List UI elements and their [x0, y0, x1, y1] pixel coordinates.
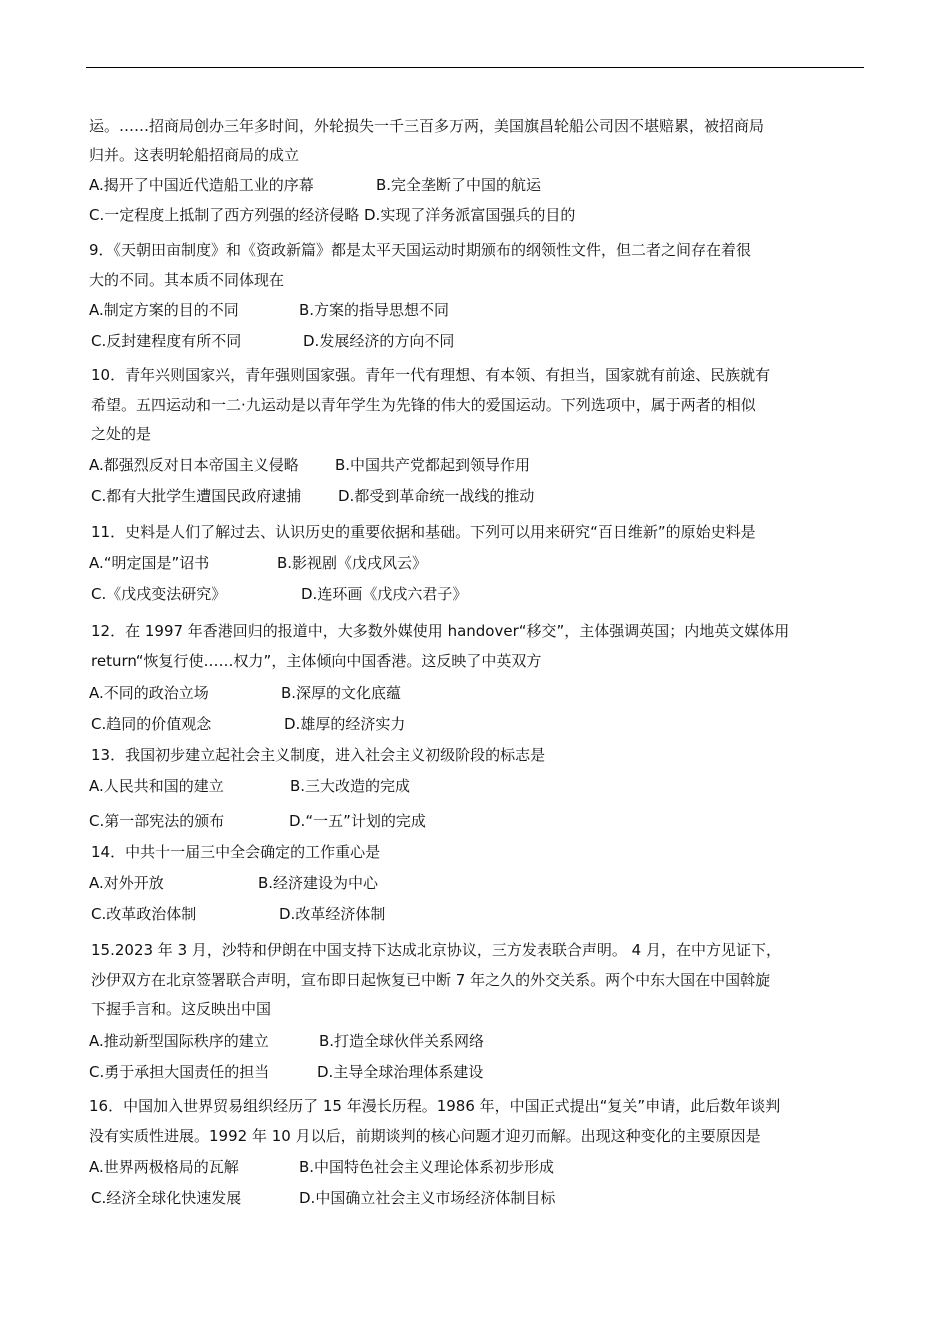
q15-option-c[interactable]: C.勇于承担大国责任的担当 [89, 1063, 270, 1081]
q12-stem-line1: 12．在 1997 年香港回归的报道中，大多数外媒使用 handover“移交”，主体强调英国；内地英文媒体用 [91, 622, 790, 640]
q13-option-c[interactable]: C.第一部宪法的颁布 [89, 812, 225, 830]
q12-option-b[interactable]: B.深厚的文化底蕴 [281, 684, 402, 702]
q10-stem-line3: 之处的是 [91, 425, 152, 443]
q16-option-b[interactable]: B.中国特色社会主义理论体系初步形成 [299, 1158, 555, 1176]
q10-option-c[interactable]: C.都有大批学生遭国民政府逮捕 [91, 487, 302, 505]
q15-option-a[interactable]: A.推动新型国际秩序的建立 [89, 1032, 269, 1050]
q8-stem-line1: 运。……招商局创办三年多时间，外轮损失一千三百多万两，美国旗昌轮船公司因不堪赔累，被招商局 [89, 117, 765, 135]
q9-option-a[interactable]: A.制定方案的目的不同 [89, 301, 239, 319]
q10-option-d[interactable]: D.都受到革命统一战线的推动 [338, 487, 535, 505]
q11-option-c[interactable]: C.《戊戌变法研究》 [91, 585, 227, 603]
q14-option-b[interactable]: B.经济建设为中心 [258, 874, 379, 892]
q12-stem-line2: return“恢复行使……权力”，主体倾向中国香港。这反映了中英双方 [91, 652, 542, 670]
q15-option-d[interactable]: D.主导全球治理体系建设 [317, 1063, 484, 1081]
q12-option-a[interactable]: A.不同的政治立场 [89, 684, 209, 702]
q13-stem-line1: 13．我国初步建立起社会主义制度，进入社会主义初级阶段的标志是 [91, 746, 546, 764]
q10-stem-line2: 希望。五四运动和一二·九运动是以青年学生为先锋的伟大的爱国运动。下列选项中，属于两者的相似 [91, 396, 756, 414]
q15-stem-line1: 15.2023 年 3 月，沙特和伊朗在中国支持下达成北京协议，三方发表联合声明。 4 月，在中方见证下， [91, 941, 781, 959]
q9-option-d[interactable]: D.发展经济的方向不同 [303, 332, 455, 350]
q10-stem-line1: 10．青年兴则国家兴，青年强则国家强。青年一代有理想、有本领、有担当，国家就有前途、民族就有 [91, 366, 771, 384]
q11-option-d[interactable]: D.连环画《戊戌六君子》 [301, 585, 468, 603]
q16-option-a[interactable]: A.世界两极格局的瓦解 [89, 1158, 239, 1176]
q14-option-c[interactable]: C.改革政治体制 [91, 905, 197, 923]
q14-stem-line1: 14．中共十一届三中全会确定的工作重心是 [91, 843, 381, 861]
q9-option-b[interactable]: B.方案的指导思想不同 [299, 301, 450, 319]
q13-option-b[interactable]: B.三大改造的完成 [290, 777, 411, 795]
q15-stem-line2: 沙伊双方在北京签署联合声明，宣布即日起恢复已中断 7 年之久的外交关系。两个中东大国在中国斡旋 [91, 971, 771, 989]
q16-option-d[interactable]: D.中国确立社会主义市场经济体制目标 [299, 1189, 556, 1207]
q13-option-d[interactable]: D.“一五”计划的完成 [289, 812, 426, 830]
q16-stem-line1: 16．中国加入世界贸易组织经历了 15 年漫长历程。1986 年，中国正式提出“复关”申请，此后数年谈判 [89, 1097, 781, 1115]
q14-option-a[interactable]: A.对外开放 [89, 874, 164, 892]
q9-option-c[interactable]: C.反封建程度有所不同 [91, 332, 242, 350]
q9-stem-line1: 9．《天朝田亩制度》和《资政新篇》都是太平天国运动时期颁布的纲领性文件，但二者之间存在着很 [89, 241, 752, 259]
q8-option-b[interactable]: B.完全垄断了中国的航运 [376, 176, 542, 194]
q12-option-d[interactable]: D.雄厚的经济实力 [284, 715, 406, 733]
q15-stem-line3: 下握手言和。这反映出中国 [91, 1000, 272, 1018]
q11-stem-line1: 11．史料是人们了解过去、认识历史的重要依据和基础。下列可以用来研究“百日维新”的原始史料是 [91, 523, 756, 541]
q14-option-d[interactable]: D.改革经济体制 [279, 905, 386, 923]
header-rule [86, 67, 864, 68]
q9-stem-line2: 大的不同。其本质不同体现在 [89, 271, 285, 289]
q13-option-a[interactable]: A.人民共和国的建立 [89, 777, 224, 795]
q11-option-a[interactable]: A.“明定国是”诏书 [89, 554, 210, 572]
q10-option-a[interactable]: A.都强烈反对日本帝国主义侵略 [89, 456, 299, 474]
q16-option-c[interactable]: C.经济全球化快速发展 [91, 1189, 242, 1207]
q8-option-a[interactable]: A.揭开了中国近代造船工业的序幕 [89, 176, 314, 194]
q16-stem-line2: 没有实质性进展。1992 年 10 月以后，前期谈判的核心问题才迎刃而解。出现这种变化的主要原因是 [89, 1127, 761, 1145]
q12-option-c[interactable]: C.趋同的价值观念 [91, 715, 212, 733]
q11-option-b[interactable]: B.影视剧《戊戌风云》 [277, 554, 428, 572]
q8-stem-line2: 归并。这表明轮船招商局的成立 [89, 146, 300, 164]
q8-option-c-d[interactable]: C.一定程度上抵制了西方列强的经济侵略 D.实现了洋务派富国强兵的目的 [89, 206, 576, 224]
q10-option-b[interactable]: B.中国共产党都起到领导作用 [335, 456, 531, 474]
q15-option-b[interactable]: B.打造全球伙伴关系网络 [319, 1032, 485, 1050]
